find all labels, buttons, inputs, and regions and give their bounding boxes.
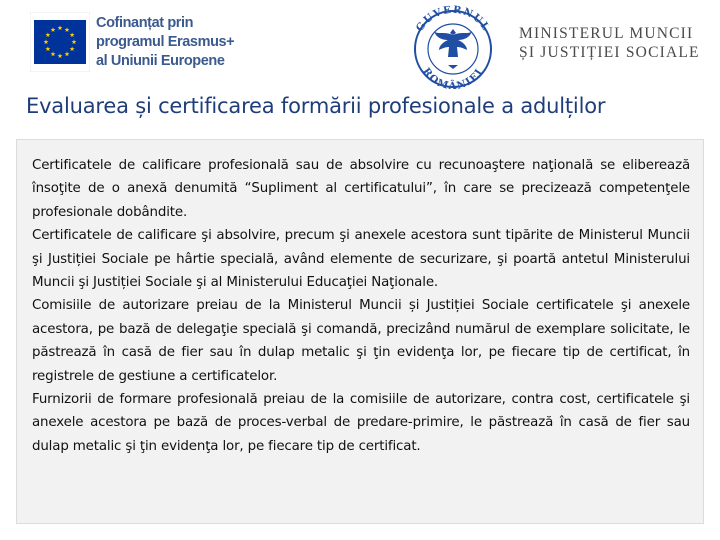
- slide-title: Evaluarea și certificarea formării profesionale a adulților: [26, 94, 606, 118]
- eu-flag-icon: [30, 12, 90, 72]
- content-text: [32, 154, 690, 458]
- ministry-line: ȘI JUSTIȚIEI SOCIALE: [519, 44, 700, 61]
- ministry-line: MINISTERUL MUNCII: [519, 25, 694, 42]
- paragraph: Certificatele de calificare profesională sau de absolvire cu recunoaştere naţională se eliberează însoţite de o anexă denumită “Supliment al certificatului”, în care se precizează competenţele profesionale dobândite.: [32, 158, 690, 220]
- eu-text-line: al Uniunii Europene: [96, 53, 225, 69]
- erasmus-cofinancing-text: [96, 14, 234, 71]
- paragraph: Certificatele de calificare şi absolvire, precum şi anexele acestora sunt tipărite de Ministerul Muncii şi Justiției Sociale pe hârtie specială, având elemente de securizare, şi poartă antetul Ministerului Muncii şi Justiției Sociale şi al Ministerului Educaţiei Naţionale.: [32, 228, 690, 291]
- paragraph: Comisiile de autorizare preiau de la Ministerul Muncii și Justiției Sociale certificatele şi anexele acestora, pe bază de delegaţie specială şi comandă, precizând numărul de exemplare solicitate, le păstrează în casă de fier sau în dulap metalic şi ţin evidenţa lor, pe fiecare tip de certificat, în registrele de gestiune a certificatelor.: [32, 298, 690, 384]
- header-logos: [0, 0, 720, 90]
- eu-text-line: programul Erasmus+: [96, 34, 235, 50]
- eu-text-line: Cofinanțat prin: [96, 15, 194, 31]
- paragraph: Furnizorii de formare profesională preiau de la comisiile de autorizare, contra cost, certificatele şi anexele acestora pe bază de proces-verbal de predare-primire, le păstrează în casă de fier sau dulap metalic şi ţin evidenţa lor, pe fiecare tip de certificat.: [32, 392, 690, 454]
- ministry-name: [519, 24, 700, 62]
- seal-bottom-text: ROMÂNIEI: [420, 66, 486, 89]
- government-of-romania-seal-icon: [404, 5, 502, 89]
- seal-top-text: GUVERNUL: [414, 5, 492, 34]
